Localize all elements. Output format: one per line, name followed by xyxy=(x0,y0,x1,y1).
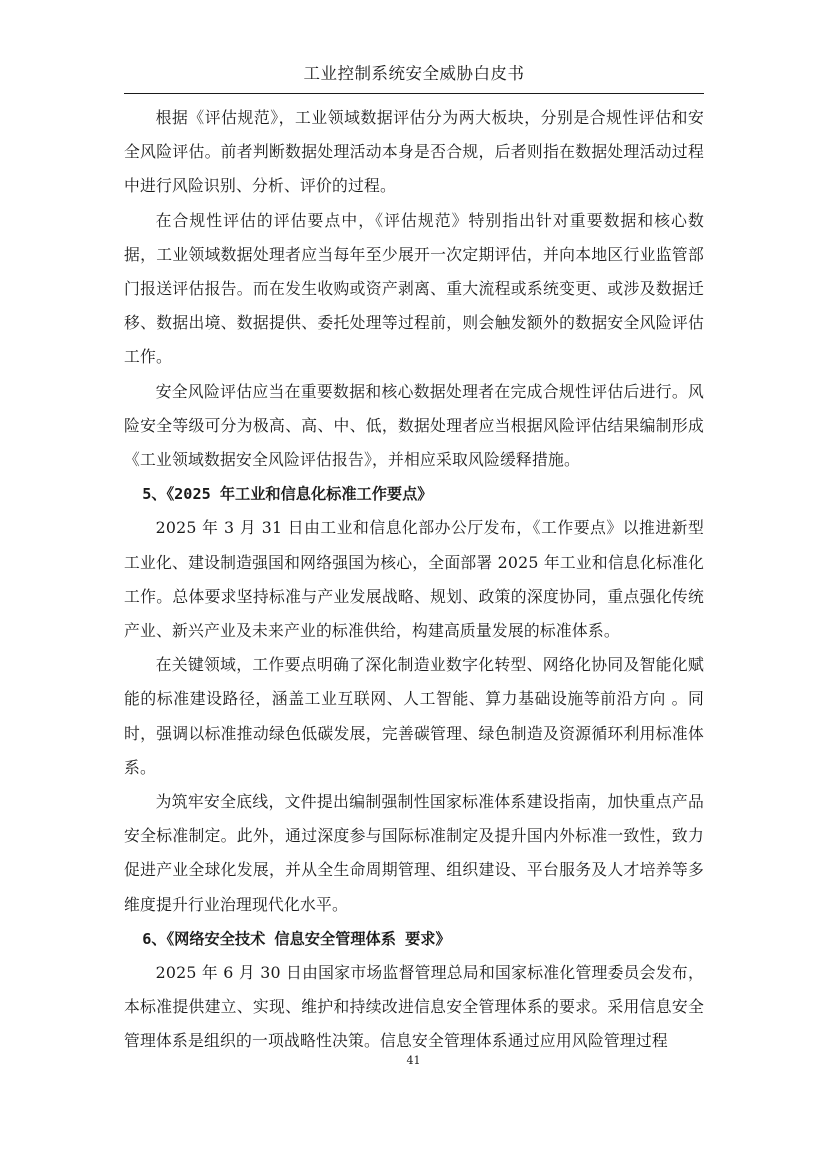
paragraph-isms-standard: 2025 年 6 月 30 日由国家市场监督管理总局和国家标准化管理委员会发布，本标准提供建立、实现、维护和持续改进信息安全管理体系的要求。采用信息安全管理体系是组织的一项战略性决策。信息安全管理体系通过应用风险管理过程 xyxy=(124,963,704,1051)
header-rule xyxy=(124,93,704,94)
document-body xyxy=(124,101,704,1059)
section-heading-6: 6、《网络安全技术 信息安全管理体系 要求》 xyxy=(142,929,451,948)
paragraph-compliance-evaluation: 在合规性评估的评估要点中，《评估规范》特别指出针对重要数据和核心数据，工业领域数据处理者应当每年至少展开一次定期评估，并向本地区行业监管部门报送评估报告。而在发生收购或资产剥离、重大流程或系统变更、或涉及数据迁移、数据出境、数据提供、委托处理等过程前，则会触发额外的数据安全风险评估工作。 xyxy=(124,210,704,367)
paragraph-security-baseline: 为筑牢安全底线，文件提出编制强制性国家标准体系建设指南，加快重点产品安全标准制定。此外，通过深度参与国际标准制定及提升国内外标准一致性，致力促进产业全球化发展，并从全生命周期管理、组织建设、平台服务及人才培养等多维度提升行业治理现代化水平。 xyxy=(124,792,704,914)
section-heading-5: 5、《2025 年工业和信息化标准工作要点》 xyxy=(142,485,433,504)
page-number: 41 xyxy=(406,1054,421,1067)
paragraph-risk-evaluation: 安全风险评估应当在重要数据和核心数据处理者在完成合规性评估后进行。风险安全等级可分为极高、高、中、低，数据处理者应当根据风险评估结果编制形成《工业领域数据安全风险评估报告》，并相应采取风险缓释措施。 xyxy=(124,381,704,470)
paragraph-evaluation-categories: 根据《评估规范》，工业领域数据评估分为两大板块，分别是合规性评估和安全风险评估。前者判断数据处理活动本身是否合规，后者则指在数据处理活动过程中进行风险识别、分析、评价的过程。 xyxy=(124,108,704,196)
page-header-title: 工业控制系统安全威胁白皮书 xyxy=(303,64,525,83)
paragraph-work-points-overview: 2025 年 3 月 31 日由工业和信息化部办公厅发布，《工作要点》以推进新型工业化、建设制造强国和网络强国为核心，全面部署 2025 年工业和信息化标准化工作。总体要求坚持标准与产业发展战略、规划、政策的深度协同，重点强化传统产业、新兴产业及未来产业的标准供给，构建高质量发展的标准体系。 xyxy=(124,518,704,641)
paragraph-key-fields: 在关键领域，工作要点明确了深化制造业数字化转型、网络化协同及智能化赋能的标准建设路径，涵盖工业互联网、人工智能、算力基础设施等前沿方向 。同时，强调以标准推动绿色低碳发展，完善碳管理、绿色制造及资源循环利用标准体系。 xyxy=(124,655,704,777)
